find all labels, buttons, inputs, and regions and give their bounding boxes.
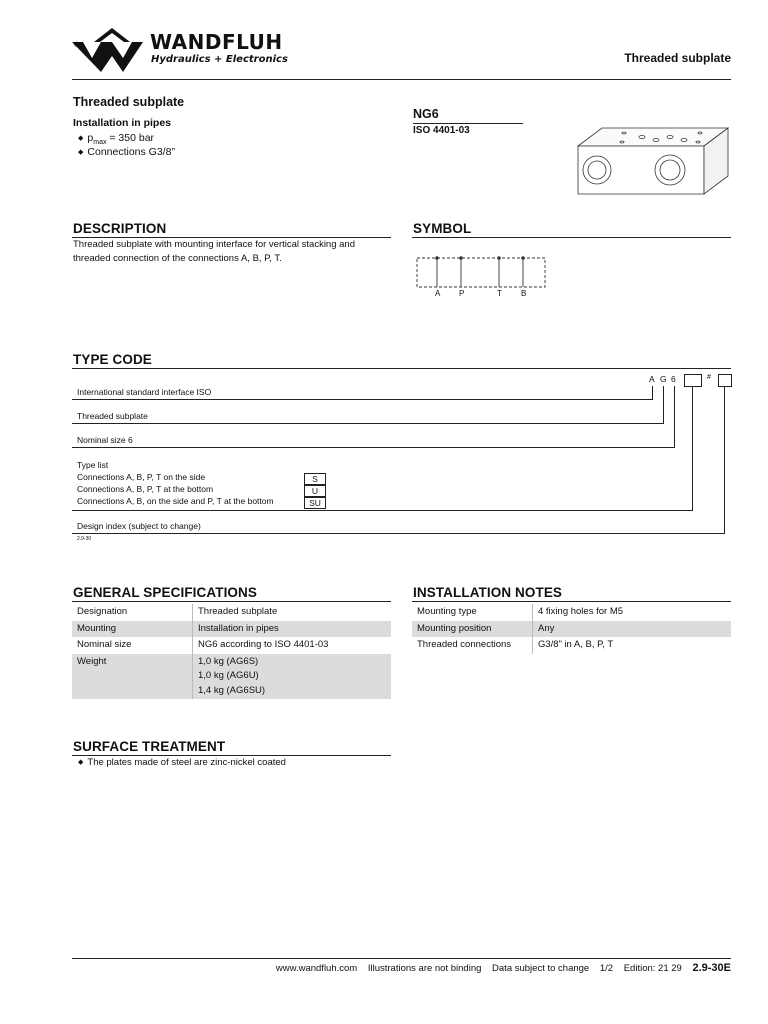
note-value: 4 fixing holes for M5 [538,606,624,617]
installation-notes-rule [412,601,731,602]
type-list-item-bottom: Connections A, B, P, T at the bottom [77,484,214,494]
note-key: Mounting type [412,604,533,621]
footer-doc-number: 2.9-30E [692,962,731,974]
type-code-row-design: Design index (subject to change) [77,521,201,531]
type-code-row-typelist-line [72,510,693,511]
connector-type [692,386,693,511]
header-rule [72,79,731,80]
size-rule [413,123,523,124]
connector-iso [652,386,653,399]
type-code-row-subplate: Threaded subplate [77,411,148,421]
general-specs-rule [72,601,391,602]
footer-edition: Edition: 21 29 [623,963,682,974]
spec-value [193,654,392,700]
code-char-6: 6 [671,374,676,384]
type-code-ref: 2.9-30 [77,536,92,542]
symbol-port-t: T [497,289,502,298]
code-design-box [718,374,732,387]
footer [276,962,731,974]
table-row [72,637,391,654]
brand-logo [72,28,152,74]
type-list-item-mixed: Connections A, B, on the side and P, T at the bottom [77,496,274,506]
type-code-row-iso-line [72,399,653,400]
table-row [72,654,391,700]
installation-notes-table [412,604,731,654]
general-specs-heading: GENERAL SPECIFICATIONS [73,585,257,600]
header-doc-title: Threaded subplate [624,51,731,65]
symbol-port-p: P [459,289,465,298]
code-type-box [684,374,702,387]
brand-subtitle: Hydraulics + Electronics [151,54,288,65]
intro-subtitle: Installation in pipes [73,117,172,129]
type-code-row-subplate-line [72,423,664,424]
code-char-g: G [660,374,667,384]
footer-note-data: Data subject to change [492,963,590,974]
spec-key: Weight [72,654,193,700]
weight-line: 1,0 kg (AG6S) [198,655,259,667]
footer-url[interactable]: www.wandfluh.com [275,963,358,974]
spec-value: NG6 according to ISO 4401-03 [198,639,329,650]
subplate-drawing-icon [572,120,730,200]
surface-bullet: ◆ The plates made of steel are zinc-nickel coated [78,756,286,771]
footer-rule [72,958,731,959]
type-code-row-size-line [72,447,675,448]
size-label: NG6 [413,107,439,121]
footer-note-illustrations: Illustrations are not binding [367,963,482,974]
footer-page: 1/2 [599,963,614,974]
table-row [412,604,731,621]
wandfluh-logo-icon [72,28,152,74]
type-code-row-iso: International standard interface ISO [77,387,212,397]
code-hash: # [707,374,711,381]
general-specs-table [72,604,391,699]
type-code-rule [72,368,731,369]
iso-label: ISO 4401-03 [413,125,470,136]
description-heading: DESCRIPTION [73,221,167,236]
intro-bullet-pmax: ◆ $p_{max} = 350$ bar [78,131,154,150]
type-list-item-side: Connections A, B, P, T on the side [77,472,206,482]
note-key: Threaded connections [412,637,533,654]
table-row [412,637,731,654]
brand-name: WANDFLUH [150,30,283,54]
symbol-heading: SYMBOL [413,221,472,236]
intro-bullet-connections: ◆ Connections G3/8” [78,145,175,161]
connector-design [724,386,725,534]
spec-value: Installation in pipes [193,621,392,638]
spec-value: Threaded subplate [198,606,278,617]
type-list-code-s: S [304,473,326,485]
table-row [72,621,391,638]
table-row [72,604,391,621]
symbol-rule [412,237,731,238]
spec-key: Nominal size [72,637,193,654]
type-code-heading: TYPE CODE [73,352,152,367]
spec-key: Designation [72,604,193,621]
weight-line: 1,4 kg (AG6SU) [198,684,266,696]
surface-heading: SURFACE TREATMENT [73,739,226,754]
note-key: Mounting position [412,621,533,638]
code-char-a: A [649,374,655,384]
description-text: Threaded subplate with mounting interface for vertical stacking and threaded connection of the connections A, B, P, T. [73,239,355,264]
type-code-row-size: Nominal size 6 [77,435,133,445]
registered-mark: ® [74,42,80,49]
symbol-port-b: B [521,289,527,298]
product-image [572,120,730,200]
note-value: G3/8” in A, B, P, T [538,639,614,650]
type-list-code-u: U [304,485,326,497]
intro-title: Threaded subplate [73,95,185,109]
spec-key: Mounting [72,621,193,638]
type-code-row-typelist: Type list [77,460,109,470]
type-code-row-design-line [72,533,725,534]
installation-notes-heading: INSTALLATION NOTES [413,585,563,600]
table-row [412,621,731,638]
note-value: Any [533,621,732,638]
connector-subplate [663,386,664,423]
type-list-code-su: SU [304,497,326,509]
weight-line: 1,0 kg (AG6U) [198,670,259,681]
connector-size [674,386,675,447]
symbol-port-a: A [435,289,441,298]
